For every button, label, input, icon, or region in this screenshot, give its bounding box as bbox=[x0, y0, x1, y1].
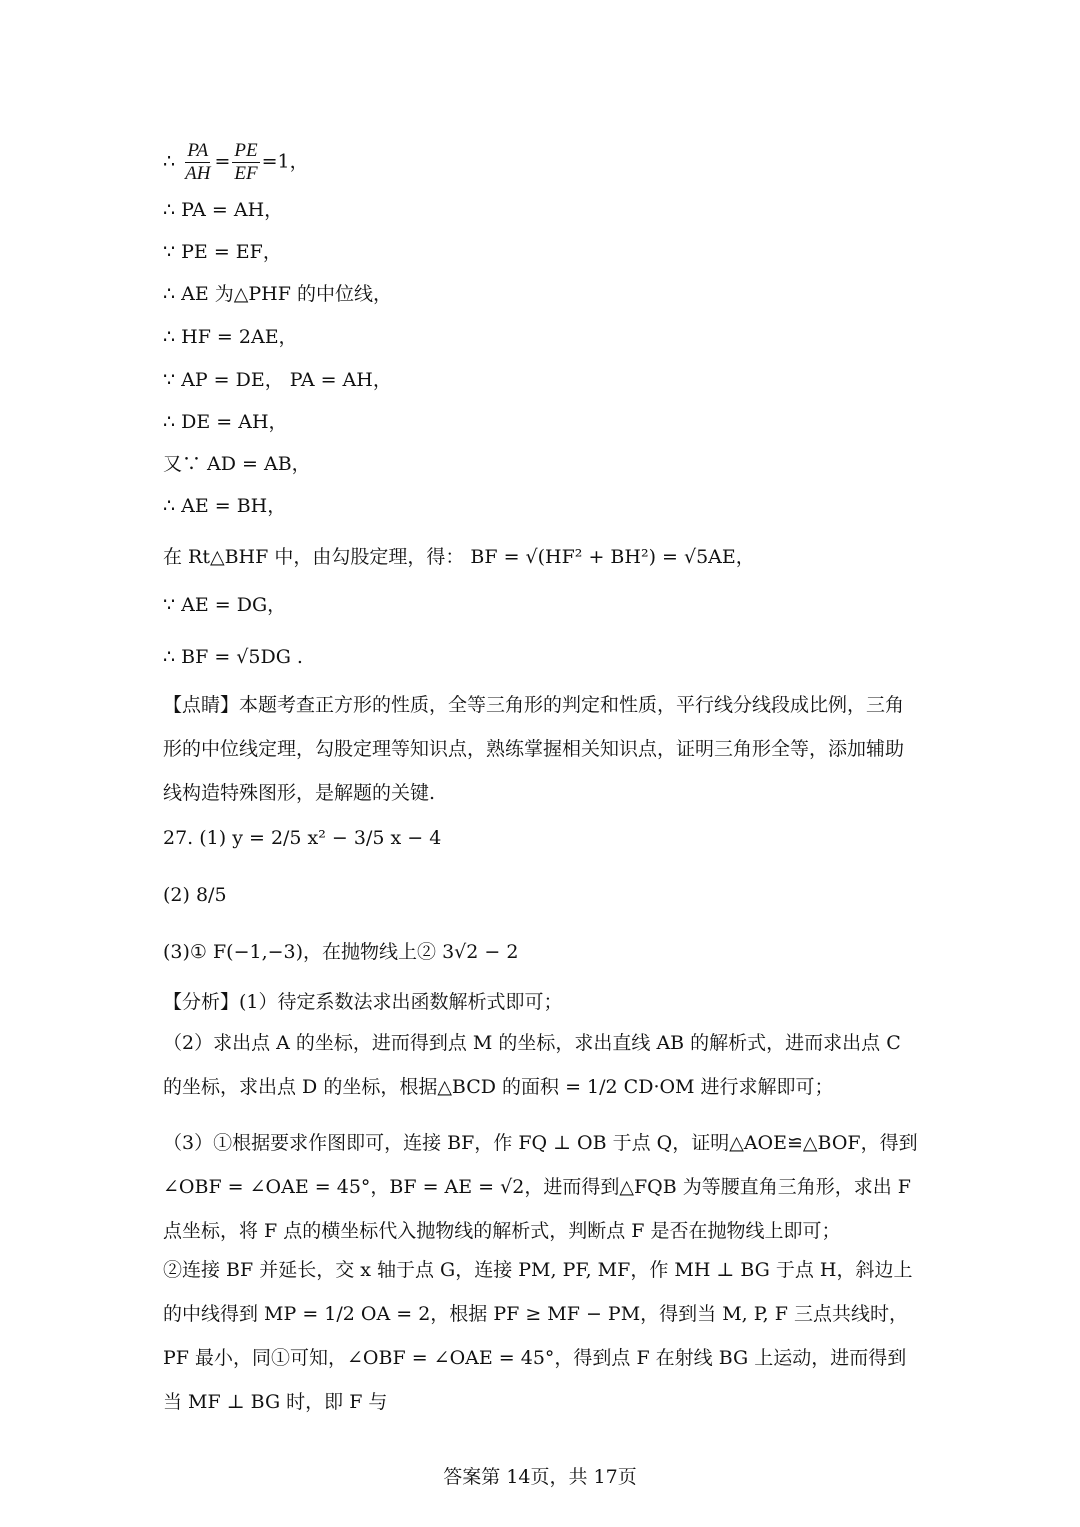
q27-part2: (2) 8/5 bbox=[163, 884, 227, 906]
q27-part1: 27. (1) y = 2/5 x² − 3/5 x − 4 bbox=[163, 827, 442, 849]
fenxi-line-a: 【分析】(1）待定系数法求出函数解析式即可； bbox=[163, 991, 563, 1013]
proof-line-10: 在 Rt△BHF 中，由勾股定理，得： BF = √(HF² + BH²) = √5AE， bbox=[163, 546, 755, 568]
page-footer: 答案第 14页，共 17页 bbox=[443, 1466, 637, 1488]
q27-part3: (3)① F(−1,−3)，在抛物线上② 3√2 − 2 bbox=[163, 941, 519, 963]
proof-line-8: 又∵ AD = AB， bbox=[163, 453, 311, 475]
proof-line-1: ∴ $\frac{PA}{AH}$ = $\frac{PE}{EF}$ =1， bbox=[163, 140, 309, 184]
proof-line-11: ∵ AE = DG， bbox=[163, 594, 287, 616]
proof-line-12: ∴ BF = √5DG . bbox=[163, 646, 303, 668]
fraction: $\frac{PA}{AH}$ bbox=[185, 140, 211, 184]
fenxi-line-d: ②连接 BF 并延长，交 x 轴于点 G，连接 PM, PF, MF，作 MH ⊥ BG 于点 H，斜边上的中线得到 MP = 1/2 OA = 2，根据 PF ≥ MF − PM，得到当 M, P, F 三点共线时， PF 最小，同①可知，∠OBF = ∠OAE = 45°，得到点 F 在射线 BG 上运动，进而得到当 MF ⊥ BG 时，即 F 与 bbox=[163, 1259, 913, 1413]
proof-line-2: ∴ PA = AH， bbox=[163, 199, 284, 221]
fraction: $\frac{PE}{EF}$ bbox=[234, 140, 258, 184]
proof-line-4: ∴ AE 为△PHF 的中位线， bbox=[163, 283, 392, 305]
fenxi-line-c: （3）①根据要求作图即可，连接 BF，作 FQ ⊥ OB 于点 Q，证明△AOE≌△BOF，得到 ∠OBF = ∠OAE = 45°，BF = AE = √2，进而得到△FQB 为等腰直角三角形，求出 F 点坐标，将 F 点的横坐标代入抛物线的解析式，判断点 F 是否在抛物线上即可； bbox=[163, 1132, 918, 1242]
fenxi-line-b: （2）求出点 A 的坐标，进而得到点 M 的坐标，求出直线 AB 的解析式，进而求出点 C 的坐标，求出点 D 的坐标，根据△BCD 的面积 = 1/2 CD·OM 进行求解即可； bbox=[163, 1032, 901, 1098]
proof-line-3: ∵ PE = EF， bbox=[163, 241, 282, 263]
proof-line-9: ∴ AE = BH， bbox=[163, 495, 287, 517]
proof-line-6: ∵ AP = DE， PA = AH， bbox=[163, 369, 392, 391]
dianjing-paragraph: 【点睛】本题考查正方形的性质，全等三角形的判定和性质，平行线分线段成比例，三角形的中位线定理，勾股定理等知识点，熟练掌握相关知识点，证明三角形全等，添加辅助线构造特殊图形，是解题的关键. bbox=[163, 694, 905, 804]
proof-line-7: ∴ DE = AH， bbox=[163, 411, 288, 433]
proof-line-5: ∴ HF = 2AE， bbox=[163, 326, 298, 348]
